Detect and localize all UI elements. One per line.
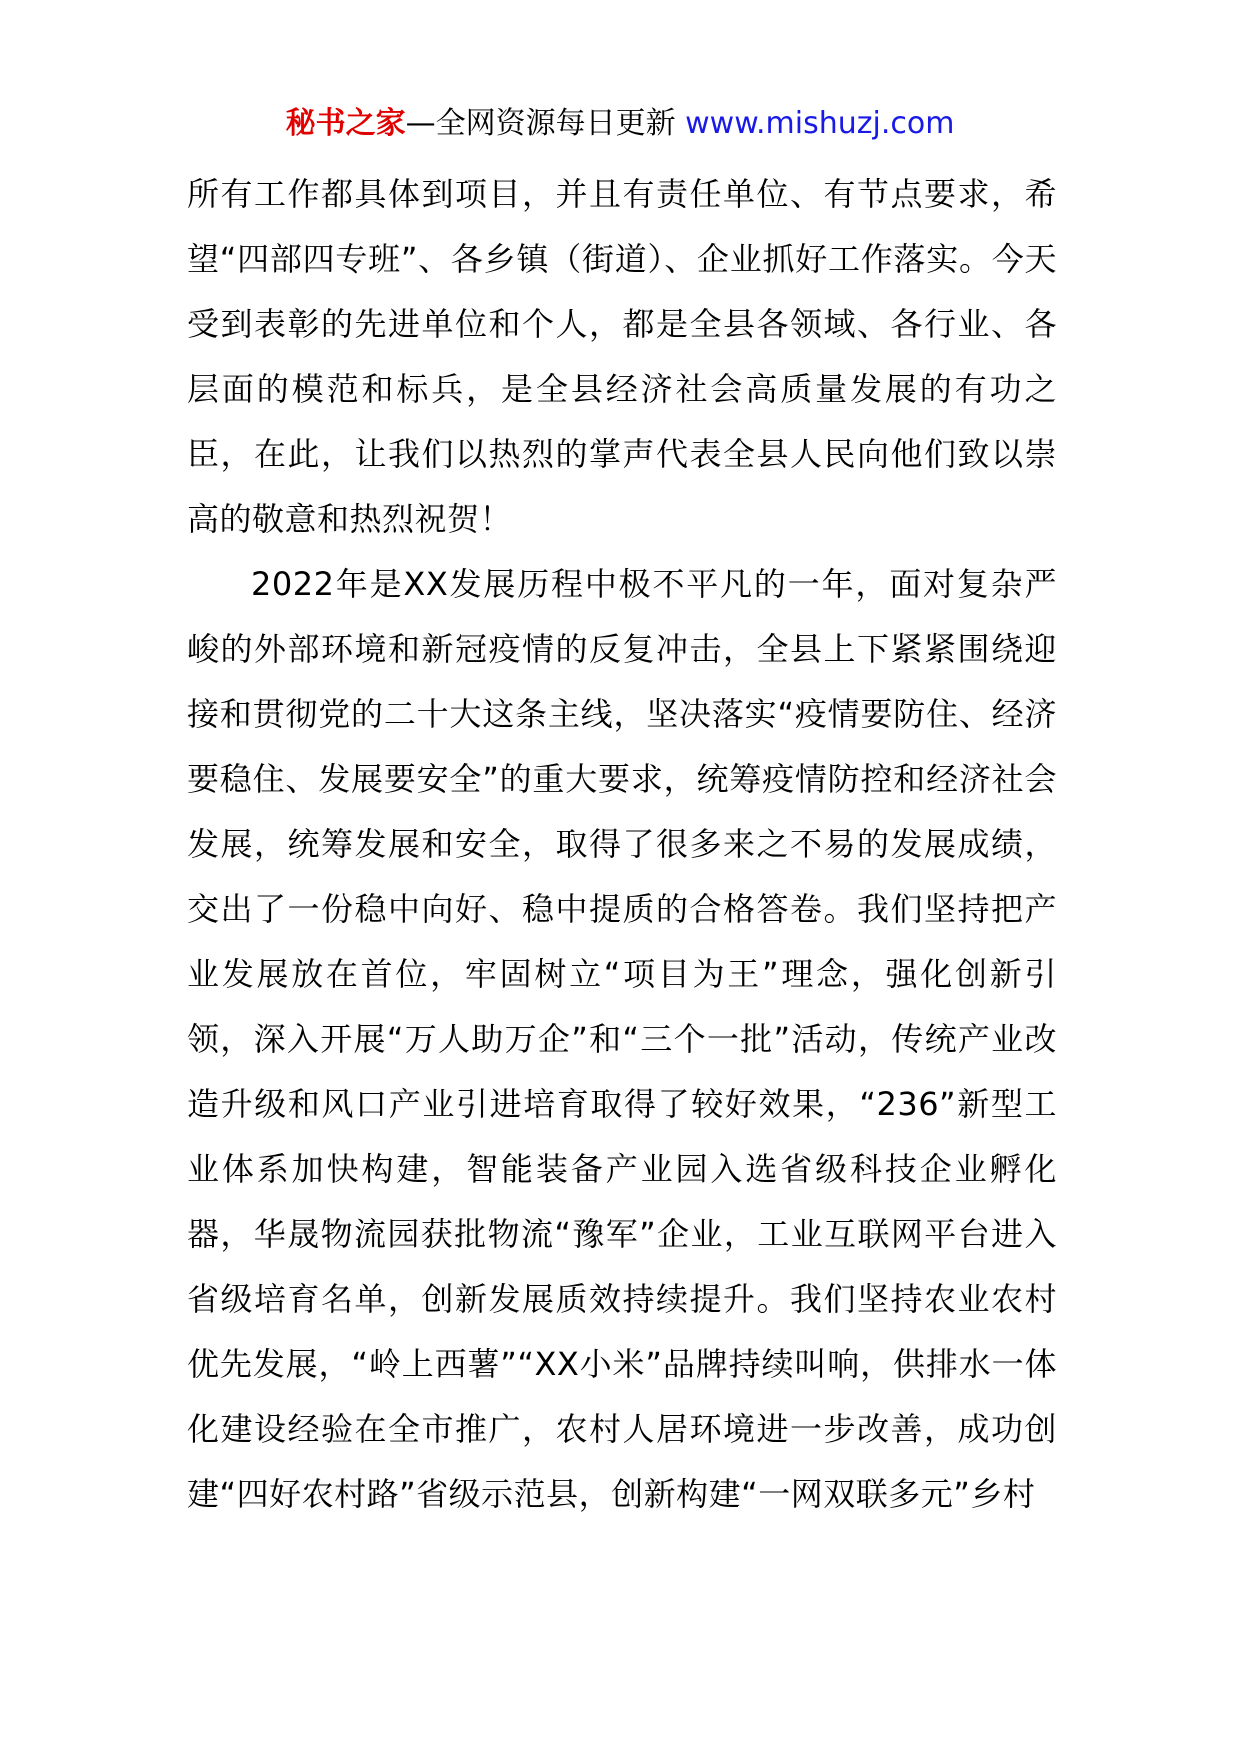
header-tagline: —全网资源每日更新 (405, 106, 686, 141)
page-header (0, 104, 1240, 144)
paragraph-continued: 所有工作都具体到项目，并且有责任单位、有节点要求，希望“四部四专班”、各乡镇（街道）、企业抓好工作落实。今天受到表彰的先进单位和个人，都是全县各领域、各行业、各层面的模范和标兵，是全县经济社会高质量发展的有功之臣，在此，让我们以热烈的掌声代表全县人民向他们致以崇高的敬意和热烈祝贺！ (187, 175, 1057, 538)
header-brand: 秘书之家 (285, 106, 406, 141)
header-url-link[interactable]: www.mishuzj.com (685, 106, 955, 141)
paragraph: 2022年是XX发展历程中极不平凡的一年，面对复杂严峻的外部环境和新冠疫情的反复冲击，全县上下紧紧围绕迎接和贯彻党的二十大这条主线，坚决落实“疫情要防住、经济要稳住、发展要安全”的重大要求，统筹疫情防控和经济社会发展，统筹发展和安全，取得了很多来之不易的发展成绩，交出了一份稳中向好、稳中提质的合格答卷。我们坚持把产业发展放在首位，牢固树立“项目为王”理念，强化创新引领，深入开展“万人助万企”和“三个一批”活动，传统产业改造升级和风口产业引进培育取得了较好效果，“236”新型工业体系加快构建，智能装备产业园入选省级科技企业孵化器，华晟物流园获批物流“豫军”企业，工业互联网平台进入省级培育名单，创新发展质效持续提升。我们坚持农业农村优先发展，“岭上西薯”“XX小米”品牌持续叫响，供排水一体化建设经验在全市推广，农村人居环境进一步改善，成功创建“四好农村路”省级示范县，创新构建“一网双联多元”乡村 (187, 565, 1057, 1513)
document-body (187, 162, 1057, 1527)
